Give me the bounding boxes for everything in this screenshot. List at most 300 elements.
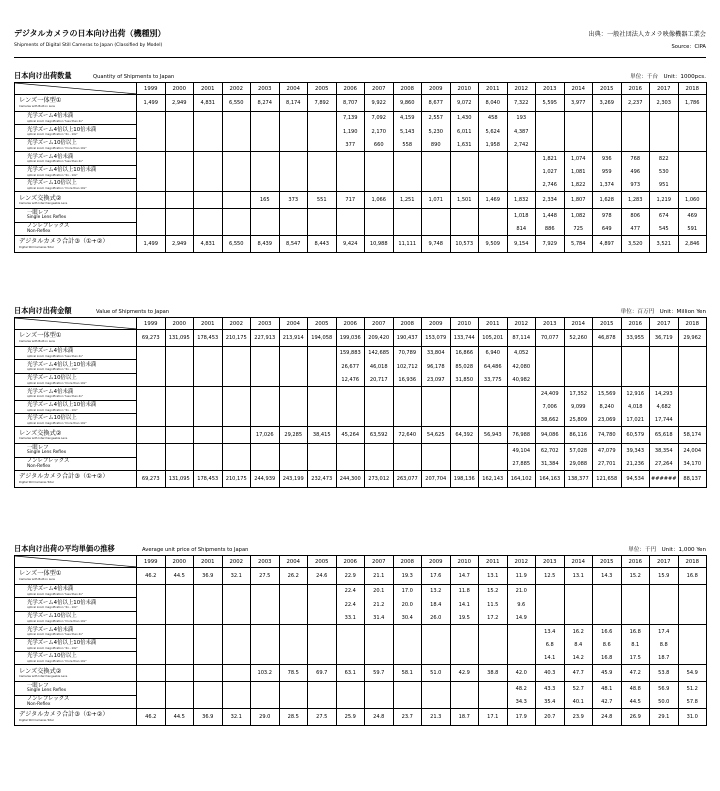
value-cell: 31.4 xyxy=(365,611,394,624)
value-cell xyxy=(165,598,194,611)
row-label xyxy=(15,347,137,360)
year-header: 2012 xyxy=(507,318,536,330)
value-cell xyxy=(678,651,707,664)
value-cell xyxy=(137,165,166,178)
value-cell xyxy=(137,611,166,624)
year-header: 1999 xyxy=(137,556,166,568)
row-label-ja: 一眼レフ xyxy=(27,682,49,689)
value-cell: 42.9 xyxy=(450,665,479,682)
value-cell: 469 xyxy=(678,209,707,222)
header-rule xyxy=(14,57,706,58)
value-cell: 17.0 xyxy=(393,585,422,598)
row-label-ja: 光学ズーム4倍未満 xyxy=(27,113,74,120)
value-cell xyxy=(308,222,337,235)
value-cell xyxy=(450,444,479,457)
value-cell xyxy=(165,112,194,125)
value-cell: 978 xyxy=(593,209,622,222)
value-cell xyxy=(165,695,194,708)
row-label xyxy=(15,651,137,664)
row-label-en: optical zoom magnification "more than 10x" xyxy=(27,145,87,150)
value-cell: 33,804 xyxy=(422,347,451,360)
value-cell: 5,595 xyxy=(536,95,565,112)
value-cell: 42.0 xyxy=(507,665,536,682)
table-corner xyxy=(15,318,137,330)
value-cell xyxy=(279,444,308,457)
year-header: 2012 xyxy=(507,83,536,95)
year-header: 2001 xyxy=(194,318,223,330)
year-header: 2005 xyxy=(308,83,337,95)
value-cell: 72,640 xyxy=(393,427,422,444)
row-label xyxy=(15,638,137,651)
row-label-ja: 光学ズーム10倍以上 xyxy=(27,180,77,187)
row-label-ja: 光学ズーム4倍未満 xyxy=(27,348,74,355)
value-cell xyxy=(422,209,451,222)
row-label xyxy=(15,112,137,125)
value-cell xyxy=(222,585,251,598)
row-label-en: Single Lens Reflex xyxy=(27,215,67,221)
value-cell xyxy=(165,611,194,624)
value-cell: 1,631 xyxy=(450,138,479,151)
value-cell xyxy=(137,598,166,611)
value-cell: 2,170 xyxy=(365,125,394,138)
year-header: 2015 xyxy=(593,318,622,330)
value-cell: 4,018 xyxy=(621,400,650,413)
value-cell xyxy=(393,682,422,695)
year-header: 2002 xyxy=(222,556,251,568)
year-header: 2001 xyxy=(194,83,223,95)
value-cell: 8,040 xyxy=(479,95,508,112)
value-cell: 14.9 xyxy=(507,611,536,624)
value-cell xyxy=(165,178,194,191)
value-cell: 62,702 xyxy=(536,444,565,457)
value-cell: 9,424 xyxy=(336,236,365,253)
value-cell xyxy=(507,387,536,400)
value-cell xyxy=(393,387,422,400)
year-header: 2015 xyxy=(593,83,622,95)
table-row xyxy=(15,471,707,488)
value-cell xyxy=(479,152,508,165)
year-header: 2014 xyxy=(564,83,593,95)
row-label-en: optical zoom magnification "less than 4x" xyxy=(27,632,84,637)
value-cell xyxy=(137,360,166,373)
value-cell xyxy=(137,178,166,191)
value-cell: 33.1 xyxy=(336,611,365,624)
value-cell xyxy=(137,665,166,682)
value-cell xyxy=(308,347,337,360)
value-cell: 11,111 xyxy=(393,236,422,253)
value-cell: 13.2 xyxy=(422,585,451,598)
year-header: 2013 xyxy=(536,318,565,330)
value-cell: 890 xyxy=(422,138,451,151)
value-cell xyxy=(222,444,251,457)
table-row xyxy=(15,638,707,651)
value-cell xyxy=(621,585,650,598)
table-row xyxy=(15,387,707,400)
value-cell xyxy=(450,638,479,651)
value-cell xyxy=(650,373,679,386)
value-cell xyxy=(450,178,479,191)
row-label-en: Cameras with Built-in Lens xyxy=(19,576,55,581)
value-cell: 1,499 xyxy=(137,95,166,112)
value-cell: 21.0 xyxy=(507,585,536,598)
table-corner xyxy=(15,556,137,568)
value-cell: 3,520 xyxy=(621,236,650,253)
value-cell xyxy=(308,360,337,373)
year-header: 2018 xyxy=(678,318,707,330)
value-cell: 9,099 xyxy=(564,400,593,413)
value-cell xyxy=(393,457,422,470)
value-cell xyxy=(308,651,337,664)
value-cell xyxy=(450,682,479,695)
value-cell: 9,154 xyxy=(507,236,536,253)
year-header: 2003 xyxy=(251,83,280,95)
value-cell xyxy=(279,682,308,695)
value-cell xyxy=(336,638,365,651)
value-cell: 2,742 xyxy=(507,138,536,151)
value-cell: 8,677 xyxy=(422,95,451,112)
value-cell xyxy=(678,347,707,360)
document-header xyxy=(14,28,706,54)
row-label-ja: 光学ズーム4倍以上10倍未満 xyxy=(27,126,97,133)
value-cell xyxy=(336,400,365,413)
value-cell xyxy=(222,125,251,138)
value-cell: 38,415 xyxy=(308,427,337,444)
value-cell: 31,850 xyxy=(450,373,479,386)
value-cell: 138,377 xyxy=(564,471,593,488)
value-cell: 38.8 xyxy=(479,665,508,682)
value-cell xyxy=(251,387,280,400)
value-cell: 1,832 xyxy=(507,192,536,209)
row-label-en: Cameras with Interchangeable Lens xyxy=(19,674,68,679)
value-cell: 178,453 xyxy=(194,471,223,488)
row-label-ja: 光学ズーム10倍以上 xyxy=(27,375,77,382)
value-cell: 27,701 xyxy=(593,457,622,470)
value-cell: 7,139 xyxy=(336,112,365,125)
value-cell xyxy=(393,413,422,426)
table-row xyxy=(15,568,707,585)
value-cell xyxy=(279,112,308,125)
value-cell xyxy=(194,598,223,611)
value-cell xyxy=(279,178,308,191)
value-cell: 11.9 xyxy=(507,568,536,585)
year-header: 2009 xyxy=(422,318,451,330)
value-cell xyxy=(137,427,166,444)
row-label xyxy=(15,682,137,695)
value-cell xyxy=(621,347,650,360)
value-cell: 1,448 xyxy=(536,209,565,222)
value-cell: 973 xyxy=(621,178,650,191)
value-cell: 210,175 xyxy=(222,471,251,488)
value-cell xyxy=(279,625,308,638)
value-cell: 558 xyxy=(393,138,422,151)
value-cell xyxy=(593,360,622,373)
value-cell: 11.8 xyxy=(450,585,479,598)
value-cell xyxy=(137,222,166,235)
value-cell xyxy=(678,585,707,598)
value-cell xyxy=(279,373,308,386)
value-cell xyxy=(336,457,365,470)
value-cell: 199,036 xyxy=(336,330,365,347)
value-cell: 43.3 xyxy=(536,682,565,695)
row-label-ja: 一眼レフ xyxy=(27,444,49,451)
value-cell: 69,273 xyxy=(137,330,166,347)
row-label xyxy=(15,427,137,444)
value-cell xyxy=(507,625,536,638)
value-cell xyxy=(422,413,451,426)
value-cell xyxy=(308,444,337,457)
value-cell: 814 xyxy=(507,222,536,235)
value-cell xyxy=(308,152,337,165)
value-cell xyxy=(365,625,394,638)
value-cell: 17.6 xyxy=(422,568,451,585)
value-cell: 244,939 xyxy=(251,471,280,488)
value-cell: 9,748 xyxy=(422,236,451,253)
row-label-en: Non-Reflex xyxy=(27,701,51,707)
value-cell: 44.5 xyxy=(165,709,194,726)
value-cell xyxy=(165,444,194,457)
value-cell xyxy=(678,400,707,413)
value-cell: 227,913 xyxy=(251,330,280,347)
value-cell: 193 xyxy=(507,112,536,125)
value-cell xyxy=(564,125,593,138)
value-cell: 2,557 xyxy=(422,112,451,125)
row-label xyxy=(15,222,137,235)
value-cell: 17.2 xyxy=(479,611,508,624)
table-corner xyxy=(15,83,137,95)
value-cell xyxy=(279,638,308,651)
value-cell: 674 xyxy=(650,209,679,222)
value-cell: 660 xyxy=(365,138,394,151)
value-cell xyxy=(479,651,508,664)
value-cell: 1,071 xyxy=(422,192,451,209)
value-cell xyxy=(279,125,308,138)
value-cell: 5,143 xyxy=(393,125,422,138)
table-row xyxy=(15,125,707,138)
value-cell: 15.2 xyxy=(621,568,650,585)
section-title xyxy=(14,543,706,555)
value-cell: 1,066 xyxy=(365,192,394,209)
value-cell: 1,958 xyxy=(479,138,508,151)
value-cell xyxy=(308,611,337,624)
value-cell xyxy=(308,413,337,426)
row-label-en: optical zoom magnification "4x - 10x" xyxy=(27,367,78,372)
value-cell: 8,707 xyxy=(336,95,365,112)
value-cell: 59.7 xyxy=(365,665,394,682)
row-label-en: Cameras with Built-in Lens xyxy=(19,103,55,108)
value-cell: 21.3 xyxy=(422,709,451,726)
value-cell: 9.6 xyxy=(507,598,536,611)
value-cell: 36.9 xyxy=(194,709,223,726)
value-cell: 32.1 xyxy=(222,568,251,585)
value-cell xyxy=(308,138,337,151)
value-cell xyxy=(479,178,508,191)
row-label-ja: レンズ交換式② xyxy=(19,667,62,675)
value-cell: 26,677 xyxy=(336,360,365,373)
value-cell xyxy=(251,373,280,386)
row-label-en: Digital Still Cameras Total xyxy=(19,717,54,722)
table-row xyxy=(15,152,707,165)
value-cell xyxy=(393,625,422,638)
row-label xyxy=(15,444,137,457)
year-header: 2007 xyxy=(365,318,394,330)
year-header: 2007 xyxy=(365,556,394,568)
row-label-ja: 光学ズーム4倍未満 xyxy=(27,153,74,160)
value-cell: 8.8 xyxy=(650,638,679,651)
value-cell xyxy=(165,427,194,444)
row-label-en: optical zoom magnification "more than 10x" xyxy=(27,420,87,425)
value-cell xyxy=(251,598,280,611)
row-label-en: Cameras with Interchangeable Lens xyxy=(19,201,68,206)
row-label-ja: 光学ズーム10倍以上 xyxy=(27,653,77,660)
value-cell: 44.5 xyxy=(621,695,650,708)
value-cell xyxy=(593,598,622,611)
row-label xyxy=(15,413,137,426)
row-label-en: Single Lens Reflex xyxy=(27,688,67,694)
value-cell: 1,081 xyxy=(564,165,593,178)
value-cell: 6.8 xyxy=(536,638,565,651)
value-cell xyxy=(393,152,422,165)
year-header: 2002 xyxy=(222,318,251,330)
value-cell xyxy=(251,152,280,165)
value-cell: 16.8 xyxy=(621,625,650,638)
value-cell: 1,018 xyxy=(507,209,536,222)
value-cell: 24.8 xyxy=(365,709,394,726)
value-cell xyxy=(450,387,479,400)
value-cell xyxy=(222,360,251,373)
year-header: 2009 xyxy=(422,83,451,95)
value-cell xyxy=(194,112,223,125)
year-header: 2015 xyxy=(593,556,622,568)
value-cell: 6,011 xyxy=(450,125,479,138)
value-cell: 725 xyxy=(564,222,593,235)
table-row xyxy=(15,598,707,611)
table-row xyxy=(15,209,707,222)
value-cell xyxy=(621,360,650,373)
value-cell xyxy=(422,651,451,664)
value-cell xyxy=(194,427,223,444)
value-cell: 40.3 xyxy=(536,665,565,682)
value-cell: 377 xyxy=(336,138,365,151)
value-cell xyxy=(251,682,280,695)
value-cell: 21.1 xyxy=(365,568,394,585)
value-cell: 10,573 xyxy=(450,236,479,253)
value-cell xyxy=(479,209,508,222)
value-cell: 17.5 xyxy=(621,651,650,664)
year-header: 2006 xyxy=(336,556,365,568)
value-cell xyxy=(251,651,280,664)
table-row xyxy=(15,236,707,253)
value-cell xyxy=(194,625,223,638)
value-cell: 3,269 xyxy=(593,95,622,112)
table-row xyxy=(15,709,707,726)
row-label xyxy=(15,611,137,624)
value-cell xyxy=(678,638,707,651)
value-cell: 96,178 xyxy=(422,360,451,373)
value-cell: 232,473 xyxy=(308,471,337,488)
value-cell xyxy=(165,665,194,682)
value-cell xyxy=(165,651,194,664)
value-cell: 17,026 xyxy=(251,427,280,444)
value-cell xyxy=(279,585,308,598)
value-cell xyxy=(279,222,308,235)
value-cell xyxy=(422,638,451,651)
value-cell: 194,058 xyxy=(308,330,337,347)
year-header: 2009 xyxy=(422,556,451,568)
row-label xyxy=(15,152,137,165)
value-cell: 46,018 xyxy=(365,360,394,373)
value-cell xyxy=(194,360,223,373)
value-cell xyxy=(251,138,280,151)
value-cell: 1,499 xyxy=(137,236,166,253)
value-cell: 11.5 xyxy=(479,598,508,611)
value-cell: 164,163 xyxy=(536,471,565,488)
value-cell xyxy=(393,400,422,413)
value-cell xyxy=(393,165,422,178)
value-cell: 27.5 xyxy=(251,568,280,585)
row-label xyxy=(15,95,137,112)
row-label-ja: レンズ一体型① xyxy=(19,332,62,340)
value-cell: 76,988 xyxy=(507,427,536,444)
value-cell: 31.0 xyxy=(678,709,707,726)
year-header: 2016 xyxy=(621,83,650,95)
value-cell xyxy=(450,625,479,638)
value-cell xyxy=(650,138,679,151)
value-cell xyxy=(422,222,451,235)
value-cell: 243,199 xyxy=(279,471,308,488)
value-cell: 20.0 xyxy=(393,598,422,611)
value-cell xyxy=(251,444,280,457)
value-cell xyxy=(678,360,707,373)
row-label xyxy=(15,471,137,488)
value-cell xyxy=(678,178,707,191)
value-cell xyxy=(194,152,223,165)
value-cell xyxy=(308,585,337,598)
value-cell xyxy=(564,112,593,125)
value-cell: 5,230 xyxy=(422,125,451,138)
value-cell: 36.9 xyxy=(194,568,223,585)
value-cell: 530 xyxy=(650,165,679,178)
row-label-ja: 光学ズーム10倍以上 xyxy=(27,613,77,620)
value-cell: 14.1 xyxy=(536,651,565,664)
value-cell: 56.9 xyxy=(650,682,679,695)
value-cell: 23.7 xyxy=(393,709,422,726)
value-cell xyxy=(222,457,251,470)
value-cell: 74,780 xyxy=(593,427,622,444)
value-cell xyxy=(536,373,565,386)
value-cell: 60,579 xyxy=(621,427,650,444)
value-cell: 649 xyxy=(593,222,622,235)
value-cell xyxy=(650,598,679,611)
value-cell: 39,343 xyxy=(621,444,650,457)
value-cell xyxy=(593,347,622,360)
value-cell: 15.2 xyxy=(479,585,508,598)
value-cell xyxy=(593,585,622,598)
value-cell xyxy=(365,152,394,165)
value-cell xyxy=(251,165,280,178)
value-cell xyxy=(336,695,365,708)
value-cell xyxy=(165,165,194,178)
value-cell xyxy=(251,611,280,624)
value-cell xyxy=(650,112,679,125)
value-cell xyxy=(422,444,451,457)
row-label-en: Single Lens Reflex xyxy=(27,450,67,456)
value-cell xyxy=(422,387,451,400)
value-cell: 42,080 xyxy=(507,360,536,373)
value-cell: 9,072 xyxy=(450,95,479,112)
value-cell xyxy=(194,638,223,651)
year-header: 2003 xyxy=(251,318,280,330)
value-cell: 1,074 xyxy=(564,152,593,165)
